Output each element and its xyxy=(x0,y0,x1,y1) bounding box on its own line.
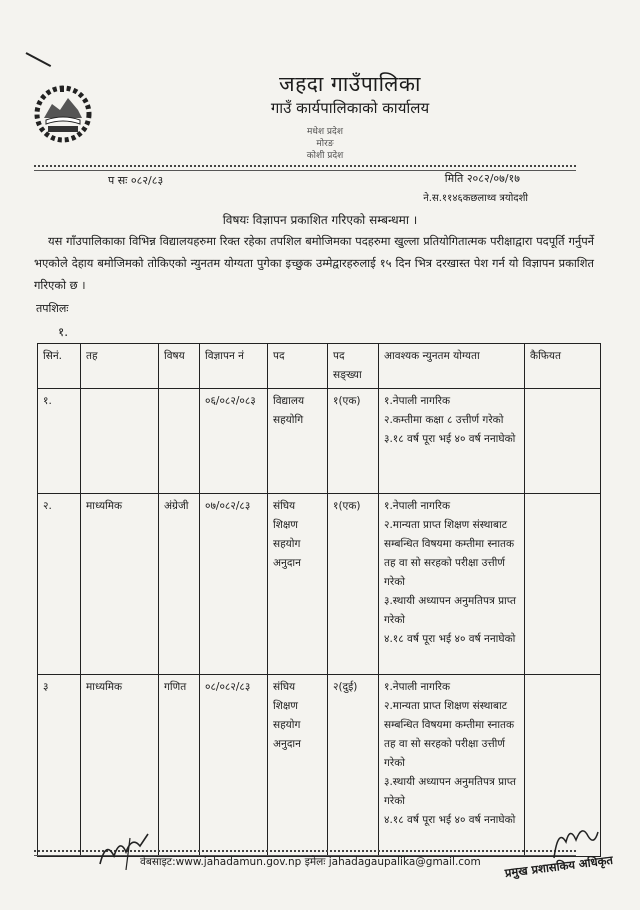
qualification-item: २.कम्तीमा कक्षा ८ उत्तीर्ण गरेको xyxy=(384,414,504,426)
cell-qualification xyxy=(379,389,525,494)
stamp-line: मोरङ xyxy=(316,139,334,149)
qualification-item: ४.१८ वर्ष पूरा भई ४० वर्ष ननाघेको xyxy=(384,814,516,826)
cell-serial: २. xyxy=(38,494,81,675)
qualification-item: ३.स्थायी अध्यापन अनुमतिपत्र प्राप्त गरेको xyxy=(384,776,517,807)
cell-ad-number: ०७/०८२/८३ xyxy=(200,494,268,675)
vacancy-table xyxy=(37,343,601,857)
cell-qualification xyxy=(379,494,525,675)
signatory-designation: प्रमुख प्रशासकिय अधिकृत xyxy=(504,852,614,880)
cell-post-count: १(एक) xyxy=(328,389,379,494)
qualification-item: १.नेपाली नागरिक xyxy=(384,500,451,512)
qualification-item: ३.स्थायी अध्यापन अनुमतिपत्र प्राप्त गरेको xyxy=(384,595,517,626)
cell-serial: ३ xyxy=(38,675,81,857)
header-ad-number: विज्ञापन नं xyxy=(200,344,268,389)
cell-post: विद्यालय सहयोगि xyxy=(268,389,328,494)
letter-date: मिति २०८२/०७/१७ xyxy=(444,172,520,185)
qualification-item: २.मान्यता प्राप्त शिक्षण संस्थाबाट सम्बन्धित विषयमा कम्तीमा स्नातक तह वा सो सरहको परीक्षा उत्तीर्ण गरेको xyxy=(384,519,515,588)
pen-mark xyxy=(26,52,52,67)
qualification-item: २.मान्यता प्राप्त शिक्षण संस्थाबाट सम्बन्धित विषयमा कम्तीमा स्नातक तह वा सो सरहको परीक्षा उत्तीर्ण गरेको xyxy=(384,700,515,769)
body-paragraph: यस गाँउपालिकाका विभिन्न विद्यालयहरुमा रिक्त रहेका तपशिल बमोजिमका पदहरुमा खुल्ला प्रतियोगितात्मक परीक्षाद्वारा पदपूर्ति गर्नुपर्ने भएकोले देहाय बमोजिमको तोकिएको न्युनतम योग्यता पुगेका इच्छुक उम्मेद्वारहरुलाई १५ दिन भित्र दरखास्त पेश गर्न यो विज्ञापन प्रकाशित गरिएको छ । xyxy=(34,234,594,292)
header-subject: विषय xyxy=(159,344,200,389)
list-number: १. xyxy=(58,325,69,339)
table-header-row xyxy=(38,344,601,389)
email-link[interactable]: jahadagaupalika@gmail.com xyxy=(328,856,481,868)
office-stamp xyxy=(290,126,360,166)
header-remarks: कैफियत xyxy=(525,344,601,389)
qualification-item: १.नेपाली नागरिक xyxy=(384,681,451,693)
cell-serial: १. xyxy=(38,389,81,494)
qualification-item: ३.१८ वर्ष पूरा भई ४० वर्ष ननाघेको xyxy=(384,433,516,445)
header-post: पद xyxy=(268,344,328,389)
header-level: तह xyxy=(81,344,159,389)
qualification-item: १.नेपाली नागरिक xyxy=(384,395,451,407)
cell-ad-number: ०८/०८२/८३ xyxy=(200,675,268,857)
cell-post: संघिय शिक्षण सहयोग अनुदान xyxy=(268,675,328,857)
header-serial: सिनं. xyxy=(38,344,81,389)
cell-post-count: २(दुई) xyxy=(328,675,379,857)
subject-line: विषयः विज्ञापन प्रकाशित गरिएको सम्बन्धमा । xyxy=(222,213,418,227)
header-post-count: पद सङ्ख्या xyxy=(328,344,379,389)
cell-remarks xyxy=(525,494,601,675)
qualification-item: ४.१८ वर्ष पूरा भई ४० वर्ष ननाघेको xyxy=(384,633,516,645)
cell-level xyxy=(81,389,159,494)
cell-remarks xyxy=(525,389,601,494)
cell-post: संघिय शिक्षण सहयोग अनुदान xyxy=(268,494,328,675)
office-subtitle: गाउँ कार्यपालिकाको कार्यालय xyxy=(270,99,430,117)
cell-level: माध्यमिक xyxy=(81,494,159,675)
footer-contact xyxy=(140,855,481,869)
table-row xyxy=(38,389,601,494)
office-title: जहदा गाउँपालिका xyxy=(279,72,421,96)
cell-post-count: १(एक) xyxy=(328,494,379,675)
table-row xyxy=(38,494,601,675)
cell-subject xyxy=(159,389,200,494)
website-link[interactable]: www.jahadamun.gov.np xyxy=(175,856,302,868)
cell-level: माध्यमिक xyxy=(81,675,159,857)
reference-number: प सः ०८२/८३ xyxy=(108,174,164,187)
cell-ad-number: ०६/०८२/०८३ xyxy=(200,389,268,494)
cell-subject: अंग्रेजी xyxy=(159,494,200,675)
nepal-samvat-date: ने.स.११४६कछलाथ्व त्रयोदशी xyxy=(423,193,528,204)
stamp-line: कोशी प्रदेश xyxy=(306,151,344,161)
details-label: तपशिलः xyxy=(36,302,69,315)
website-label: वेबसाइट: xyxy=(140,856,176,868)
cell-qualification xyxy=(379,675,525,857)
email-label: इमेलः xyxy=(304,856,326,868)
cell-subject: गणित xyxy=(159,675,200,857)
header-qualification: आवश्यक न्युनतम योग्यता xyxy=(379,344,525,389)
stamp-line: मधेश प्रदेश xyxy=(307,127,343,137)
